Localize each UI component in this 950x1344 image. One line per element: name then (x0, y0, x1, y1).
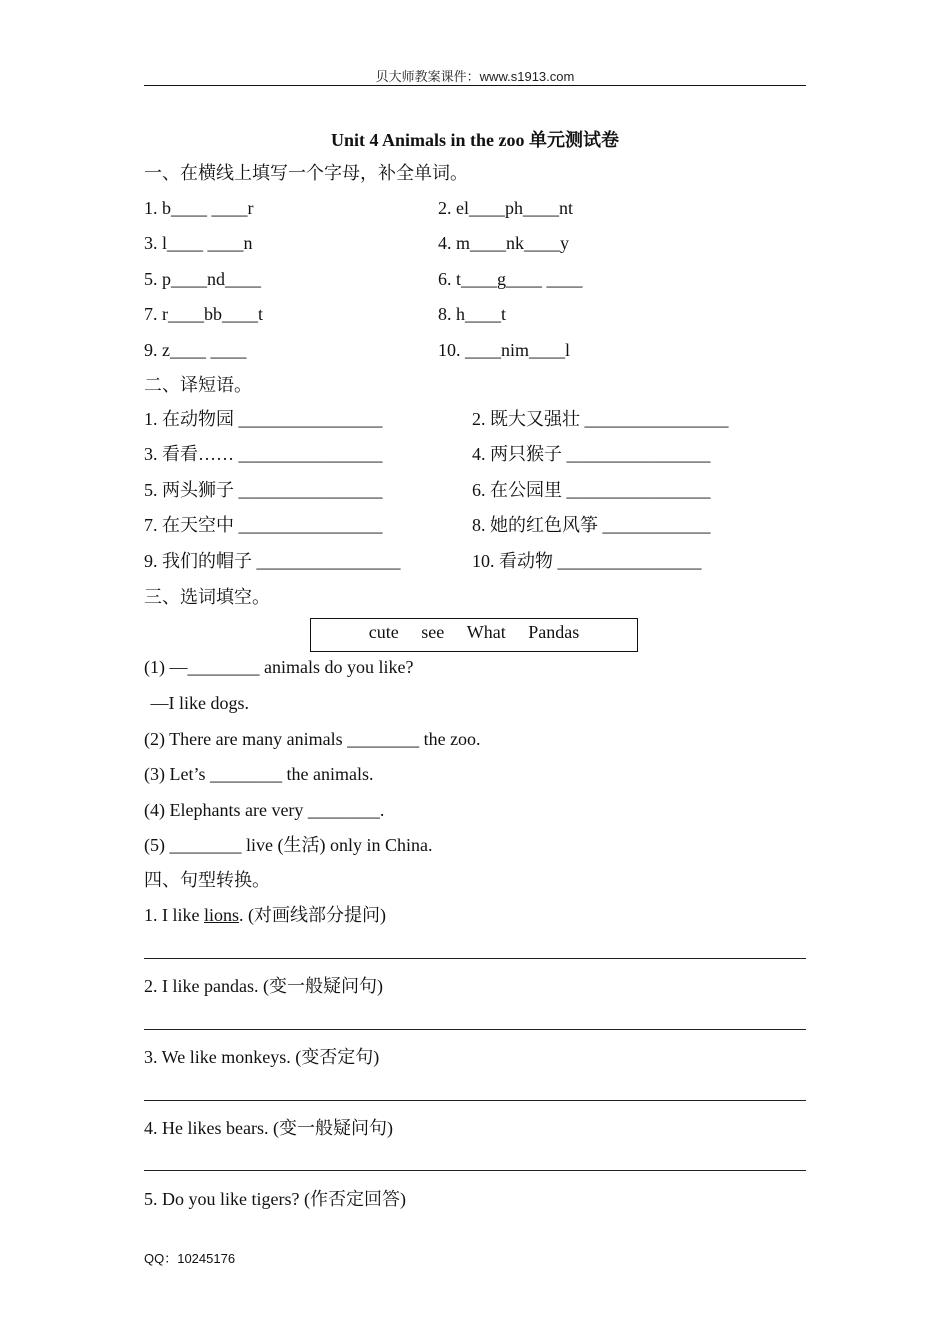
question-prefix: 1. I like (144, 905, 204, 925)
section1-item: 4. m____nk____y (438, 233, 570, 253)
page-footer: QQ：10245176 (144, 1251, 236, 1266)
section1-item: 9. z____ ____ (144, 340, 247, 360)
header-divider (144, 85, 806, 86)
section3-item: —I like dogs. (146, 693, 249, 713)
section2-item: 7. 在天空中 ________________ (144, 515, 383, 535)
answer-line[interactable] (144, 1100, 806, 1101)
section3-item: (2) There are many animals ________ the zoo. (144, 729, 481, 749)
section2-heading: 二、译短语。 (144, 375, 252, 395)
section3-item: (3) Let’s ________ the animals. (144, 764, 374, 784)
section4-heading: 四、句型转换。 (144, 870, 270, 890)
section1-item: 5. p____nd____ (144, 269, 261, 289)
section1-item: 10. ____nim____l (438, 340, 571, 360)
word-box (310, 618, 638, 652)
section1-item: 6. t____g____ ____ (438, 269, 583, 289)
word-box-word: cute (368, 622, 399, 642)
section2-item: 2. 既大又强壮 ________________ (472, 409, 729, 429)
section1-item: 8. h____t (438, 304, 507, 324)
section4-question (144, 904, 386, 926)
section1-item: 3. l____ ____n (144, 233, 253, 253)
section4-question: 4. He likes bears. (变一般疑问句) (144, 1118, 393, 1138)
section3-item: (5) ________ live (生活) only in China. (144, 835, 433, 855)
question-suffix: . (对画线部分提问) (239, 905, 387, 925)
word-box-word: Pandas (528, 622, 580, 642)
section2-item: 6. 在公园里 ________________ (472, 480, 711, 500)
section2-item: 1. 在动物园 ________________ (144, 409, 383, 429)
section1-heading: 一、在横线上填写一个字母，补全单词。 (144, 163, 468, 183)
page-header: 贝大师教案课件：www.s1913.com (375, 69, 575, 84)
section2-item: 8. 她的红色风筝 ____________ (472, 515, 711, 535)
answer-line[interactable] (144, 958, 806, 959)
section1-item: 2. el____ph____nt (438, 198, 573, 218)
section4-question: 2. I like pandas. (变一般疑问句) (144, 976, 383, 996)
section3-item: (1) —________ animals do you like? (144, 657, 414, 677)
section2-item: 3. 看看…… ________________ (144, 444, 383, 464)
section3-item: (4) Elephants are very ________. (144, 800, 385, 820)
underlined-word: lions (204, 905, 240, 925)
word-box-word: What (466, 622, 506, 642)
word-box-word: see (421, 622, 445, 642)
section2-item: 10. 看动物 ________________ (472, 551, 702, 571)
answer-line[interactable] (144, 1029, 806, 1030)
section4-question: 5. Do you like tigers? (作否定回答) (144, 1189, 406, 1209)
page-title: Unit 4 Animals in the zoo 单元测试卷 (330, 130, 620, 150)
section2-item: 9. 我们的帽子 ________________ (144, 551, 401, 571)
section4-question: 3. We like monkeys. (变否定句) (144, 1047, 380, 1067)
section1-item: 7. r____bb____t (144, 304, 263, 324)
section1-item: 1. b____ ____r (144, 198, 254, 218)
section2-item: 4. 两只猴子 ________________ (472, 444, 711, 464)
section2-item: 5. 两头狮子 ________________ (144, 480, 383, 500)
answer-line[interactable] (144, 1170, 806, 1171)
section3-heading: 三、选词填空。 (144, 587, 270, 607)
